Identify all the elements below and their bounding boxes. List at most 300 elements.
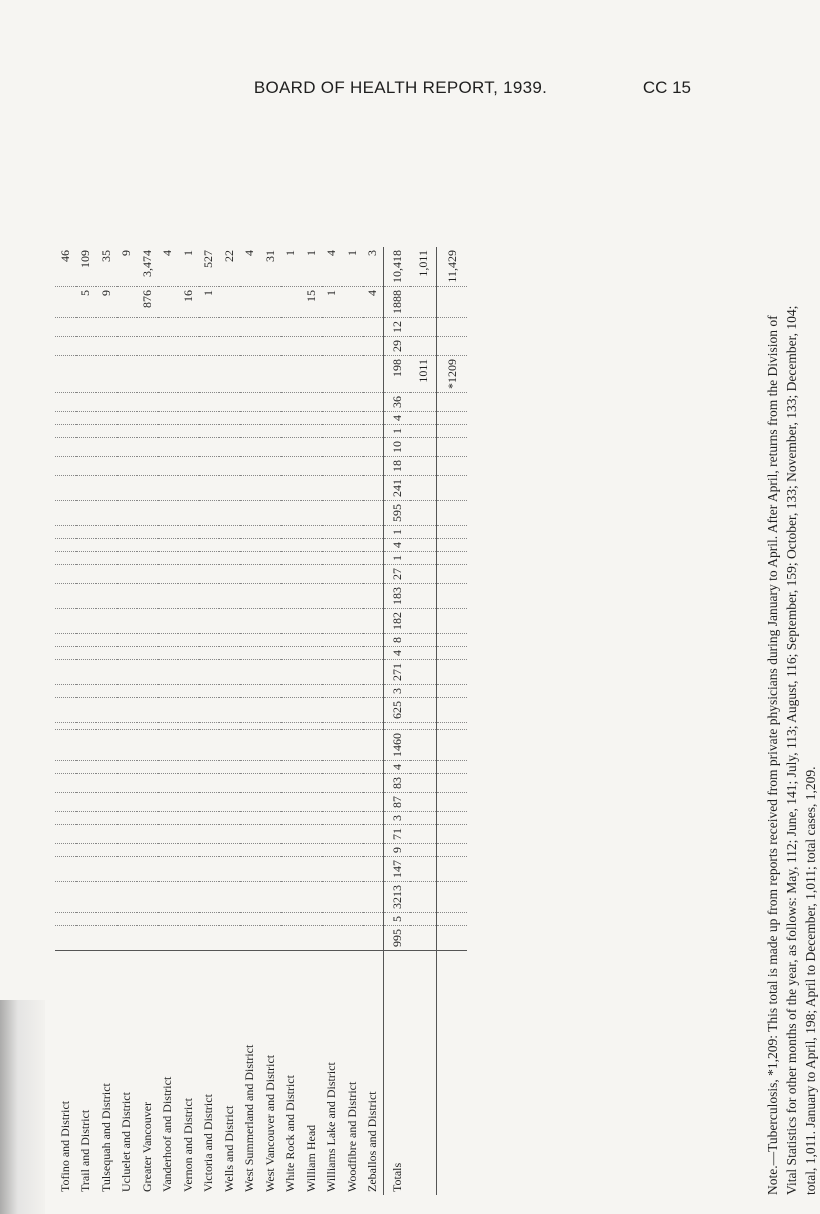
district-name: Williams Lake and District	[322, 951, 343, 1196]
table-cell: 995	[384, 926, 411, 951]
table-cell	[96, 825, 117, 844]
table-cell	[260, 356, 281, 393]
table-cell	[55, 609, 76, 634]
table-cell	[158, 393, 179, 412]
table-cell	[219, 793, 240, 812]
table-cell	[240, 844, 261, 857]
table-cell	[178, 793, 199, 812]
table-cell: 1,011	[410, 247, 437, 287]
table-cell	[410, 793, 437, 812]
table-cell	[158, 698, 179, 723]
table-cell	[158, 287, 179, 318]
table-cell	[240, 318, 261, 337]
table-cell	[137, 526, 158, 539]
table-cell	[137, 793, 158, 812]
table-cell	[178, 882, 199, 913]
table-cell	[322, 793, 343, 812]
district-name: Woodfibre and District	[342, 951, 363, 1196]
table-cell	[281, 609, 302, 634]
table-cell	[76, 634, 97, 647]
table-cell	[322, 634, 343, 647]
table-cell	[117, 393, 138, 412]
table-cell	[137, 609, 158, 634]
table-cell	[96, 584, 117, 609]
table-cell	[437, 457, 468, 476]
table-cell	[260, 774, 281, 793]
table-cell	[363, 356, 384, 393]
table-cell	[240, 526, 261, 539]
table-cell	[199, 698, 220, 723]
table-cell: 595	[384, 501, 411, 526]
table-cell	[281, 723, 302, 730]
table-cell	[96, 356, 117, 393]
table-cell	[301, 730, 322, 761]
table-cell	[199, 730, 220, 761]
table-cell: 1	[342, 247, 363, 287]
table-cell	[219, 774, 240, 793]
table-cell	[363, 761, 384, 774]
table-cell	[76, 685, 97, 698]
table-cell	[178, 412, 199, 425]
table-cell	[437, 501, 468, 526]
table-row	[55, 247, 76, 1195]
table-cell	[322, 565, 343, 584]
table-cell	[240, 609, 261, 634]
table-cell: 3	[384, 685, 411, 698]
table-cell	[178, 539, 199, 552]
table-cell	[219, 552, 240, 565]
table-cell	[158, 882, 179, 913]
table-cell	[137, 660, 158, 685]
table-cell	[158, 318, 179, 337]
table-cell	[117, 857, 138, 882]
table-cell	[240, 882, 261, 913]
table-cell	[437, 660, 468, 685]
table-cell	[281, 318, 302, 337]
table-cell	[301, 457, 322, 476]
table-cell: 198	[384, 356, 411, 393]
table-cell	[55, 647, 76, 660]
table-cell	[96, 609, 117, 634]
table-cell	[219, 913, 240, 926]
table-cell	[301, 425, 322, 438]
table-cell	[240, 552, 261, 565]
district-name	[437, 951, 468, 1196]
table-cell: 18	[384, 457, 411, 476]
table-cell	[410, 647, 437, 660]
table-cell	[437, 844, 468, 857]
table-cell	[219, 356, 240, 393]
table-cell	[437, 825, 468, 844]
table-cell	[260, 476, 281, 501]
table-cell	[322, 647, 343, 660]
table-cell	[240, 438, 261, 457]
table-cell	[363, 337, 384, 356]
table-cell	[342, 501, 363, 526]
table-cell: 4	[384, 412, 411, 425]
report-title: BOARD OF HEALTH REPORT, 1939.	[253, 78, 548, 97]
table-cell: 27	[384, 565, 411, 584]
table-cell	[55, 926, 76, 951]
table-cell	[178, 476, 199, 501]
table-cell	[137, 565, 158, 584]
table-cell	[199, 844, 220, 857]
table-row	[76, 247, 97, 1195]
table-cell	[240, 337, 261, 356]
table-cell: 1011	[410, 356, 437, 393]
table-cell	[137, 882, 158, 913]
table-cell	[76, 552, 97, 565]
table-cell: 1	[199, 287, 220, 318]
table-cell	[437, 698, 468, 723]
table-cell: 4	[363, 287, 384, 318]
table-cell	[301, 634, 322, 647]
table-cell	[260, 761, 281, 774]
table-cell	[96, 476, 117, 501]
table-cell	[342, 356, 363, 393]
table-cell	[219, 761, 240, 774]
table-cell	[96, 857, 117, 882]
table-cell	[199, 913, 220, 926]
table-cell	[117, 913, 138, 926]
table-cell	[55, 761, 76, 774]
table-cell	[260, 685, 281, 698]
table-cell	[199, 337, 220, 356]
table-cell	[96, 634, 117, 647]
table-cell	[76, 812, 97, 825]
table-cell	[117, 457, 138, 476]
table-cell	[363, 565, 384, 584]
table-cell	[260, 793, 281, 812]
table-cell	[219, 565, 240, 584]
table-cell	[281, 761, 302, 774]
table-cell	[137, 825, 158, 844]
table-cell	[363, 539, 384, 552]
table-cell	[363, 425, 384, 438]
table-cell	[281, 793, 302, 812]
table-cell	[301, 539, 322, 552]
district-name: Totals	[384, 951, 411, 1196]
table-cell	[158, 584, 179, 609]
table-cell	[158, 476, 179, 501]
table-cell	[240, 685, 261, 698]
table-cell	[410, 634, 437, 647]
table-cell: 4	[384, 539, 411, 552]
table-cell: 10,418	[384, 247, 411, 287]
table-cell	[437, 634, 468, 647]
table-cell: 625	[384, 698, 411, 723]
footnote	[763, 85, 820, 1195]
table-cell	[410, 844, 437, 857]
table-cell	[76, 647, 97, 660]
table-cell	[363, 913, 384, 926]
table-cell	[281, 565, 302, 584]
table-cell: 109	[76, 247, 97, 287]
table-cell	[199, 609, 220, 634]
table-cell	[76, 412, 97, 425]
table-cell	[342, 913, 363, 926]
table-cell	[437, 913, 468, 926]
table-cell	[410, 287, 437, 318]
table-cell	[219, 857, 240, 882]
table-cell	[322, 812, 343, 825]
table-cell	[76, 723, 97, 730]
table-row	[301, 247, 322, 1195]
table-cell	[281, 526, 302, 539]
table-cell	[363, 723, 384, 730]
table-cell	[117, 539, 138, 552]
table-cell	[240, 825, 261, 844]
table-cell	[199, 584, 220, 609]
table-cell	[178, 318, 199, 337]
table-cell	[96, 318, 117, 337]
table-cell	[363, 318, 384, 337]
tot-row	[410, 247, 437, 1195]
table-cell	[96, 660, 117, 685]
table-cell	[178, 857, 199, 882]
table-cell	[76, 857, 97, 882]
table-cell: 36	[384, 393, 411, 412]
table-cell	[260, 913, 281, 926]
table-cell	[117, 698, 138, 723]
table-cell	[76, 526, 97, 539]
table-cell	[437, 565, 468, 584]
table-cell	[437, 539, 468, 552]
table-cell	[342, 730, 363, 761]
table-row	[363, 247, 384, 1195]
table-cell	[137, 730, 158, 761]
footnote-line: Note.—Tuberculosis, *1,209: This total is made up from reports received from private physicians during January to April. After April, returns from the Division of	[765, 315, 780, 1195]
district-name: Zeballos and District	[363, 951, 384, 1196]
table-cell	[219, 647, 240, 660]
table-cell	[96, 761, 117, 774]
district-name: Wells and District	[219, 951, 240, 1196]
table-cell	[137, 723, 158, 730]
table-cell	[301, 337, 322, 356]
table-cell	[55, 812, 76, 825]
table-cell	[260, 857, 281, 882]
table-cell	[240, 539, 261, 552]
table-cell	[322, 685, 343, 698]
table-cell: 4	[158, 247, 179, 287]
table-cell	[342, 793, 363, 812]
table-cell	[240, 634, 261, 647]
table-cell	[301, 793, 322, 812]
table-cell	[437, 926, 468, 951]
table-cell	[384, 723, 411, 730]
table-cell	[260, 539, 281, 552]
table-cell	[158, 412, 179, 425]
district-name: West Vancouver and District	[260, 951, 281, 1196]
table-cell	[281, 857, 302, 882]
table-cell	[281, 584, 302, 609]
table-cell	[410, 425, 437, 438]
table-cell	[137, 552, 158, 565]
table-cell: 12	[384, 318, 411, 337]
table-cell	[117, 438, 138, 457]
table-cell: *1209	[437, 356, 468, 393]
table-cell	[117, 412, 138, 425]
table-cell	[363, 793, 384, 812]
table-cell	[219, 609, 240, 634]
table-cell	[260, 698, 281, 723]
table-cell	[281, 287, 302, 318]
table-cell	[158, 774, 179, 793]
table-cell: 5	[384, 913, 411, 926]
table-cell	[410, 761, 437, 774]
table-cell	[281, 539, 302, 552]
table-cell	[55, 501, 76, 526]
table-cell	[240, 425, 261, 438]
table-cell	[76, 698, 97, 723]
district-name: Ucluelet and District	[117, 951, 138, 1196]
table-cell	[240, 501, 261, 526]
table-cell	[301, 913, 322, 926]
table-cell	[410, 393, 437, 412]
table-cell	[219, 318, 240, 337]
table-cell	[137, 584, 158, 609]
table-cell	[199, 539, 220, 552]
table-cell	[178, 438, 199, 457]
table-cell	[158, 926, 179, 951]
table-cell	[158, 857, 179, 882]
table-row	[322, 247, 343, 1195]
table-cell: 182	[384, 609, 411, 634]
table-cell	[410, 685, 437, 698]
table-cell	[76, 825, 97, 844]
district-name: Greater Vancouver	[137, 951, 158, 1196]
table-cell	[158, 438, 179, 457]
table-cell	[410, 698, 437, 723]
table-cell	[301, 584, 322, 609]
table-cell	[117, 882, 138, 913]
table-cell	[363, 552, 384, 565]
table-cell	[117, 844, 138, 857]
table-cell	[322, 584, 343, 609]
footnote-line: Vital Statistics for other months of the year, as follows: May, 112; June, 141; July, 113; August, 116; September, 159; October, 133; November, 133; December, 104;	[784, 305, 799, 1195]
table-cell: 10	[384, 438, 411, 457]
table-cell	[410, 774, 437, 793]
table-cell	[76, 660, 97, 685]
table-cell	[240, 774, 261, 793]
table-cell	[55, 287, 76, 318]
table-cell	[117, 647, 138, 660]
table-cell	[137, 393, 158, 412]
table-cell	[199, 685, 220, 698]
table-cell	[158, 337, 179, 356]
table-cell	[55, 793, 76, 812]
table-cell	[76, 913, 97, 926]
table-cell	[437, 476, 468, 501]
table-cell	[76, 609, 97, 634]
table-cell: 3	[363, 247, 384, 287]
page-binding-shadow	[0, 1000, 45, 1214]
table-cell	[240, 393, 261, 412]
page-reference: CC 15	[642, 78, 691, 97]
table-cell	[76, 457, 97, 476]
table-cell	[199, 882, 220, 913]
table-cell	[410, 526, 437, 539]
table-cell: 46	[55, 247, 76, 287]
table-cell	[158, 609, 179, 634]
table-cell	[260, 337, 281, 356]
table-cell	[117, 552, 138, 565]
table-cell	[363, 634, 384, 647]
table-cell	[322, 926, 343, 951]
table-cell	[117, 825, 138, 844]
table-cell	[117, 660, 138, 685]
table-cell	[260, 812, 281, 825]
table-cell: 11,429	[437, 247, 468, 287]
table-cell	[55, 356, 76, 393]
table-cell	[281, 825, 302, 844]
table-cell	[55, 438, 76, 457]
table-cell	[117, 774, 138, 793]
table-cell	[55, 660, 76, 685]
table-cell	[55, 730, 76, 761]
table-cell	[410, 609, 437, 634]
table-cell	[410, 501, 437, 526]
table-cell	[199, 774, 220, 793]
district-name: Vanderhoof and District	[158, 951, 179, 1196]
table-cell: 71	[384, 825, 411, 844]
table-cell: 1888	[384, 287, 411, 318]
table-cell	[363, 926, 384, 951]
table-cell	[301, 565, 322, 584]
table-cell	[137, 356, 158, 393]
table-cell	[178, 926, 199, 951]
table-cell	[96, 774, 117, 793]
table-cell	[322, 438, 343, 457]
table-cell	[55, 844, 76, 857]
table-cell	[363, 774, 384, 793]
table-cell: 15	[301, 287, 322, 318]
table-row	[96, 247, 117, 1195]
table-cell	[96, 723, 117, 730]
table-cell: 35	[96, 247, 117, 287]
table-cell	[410, 584, 437, 609]
table-cell	[281, 356, 302, 393]
table-cell	[137, 457, 158, 476]
table-cell	[55, 476, 76, 501]
table-cell	[117, 287, 138, 318]
table-cell	[199, 526, 220, 539]
table-cell	[199, 857, 220, 882]
table-cell	[178, 844, 199, 857]
table-cell	[178, 565, 199, 584]
table-cell: 876	[137, 287, 158, 318]
table-cell	[55, 425, 76, 438]
table-cell	[437, 412, 468, 425]
table-cell	[137, 913, 158, 926]
table-cell	[219, 412, 240, 425]
table-cell	[178, 457, 199, 476]
table-row	[260, 247, 281, 1195]
table-cell	[137, 476, 158, 501]
table-cell	[178, 647, 199, 660]
table-cell	[301, 926, 322, 951]
table-cell	[178, 913, 199, 926]
table-cell	[219, 882, 240, 913]
table-cell	[410, 660, 437, 685]
table-cell	[240, 565, 261, 584]
table-cell	[363, 412, 384, 425]
table-cell	[96, 913, 117, 926]
table-cell	[55, 412, 76, 425]
table-cell	[76, 584, 97, 609]
table-cell	[117, 609, 138, 634]
table-cell	[158, 660, 179, 685]
